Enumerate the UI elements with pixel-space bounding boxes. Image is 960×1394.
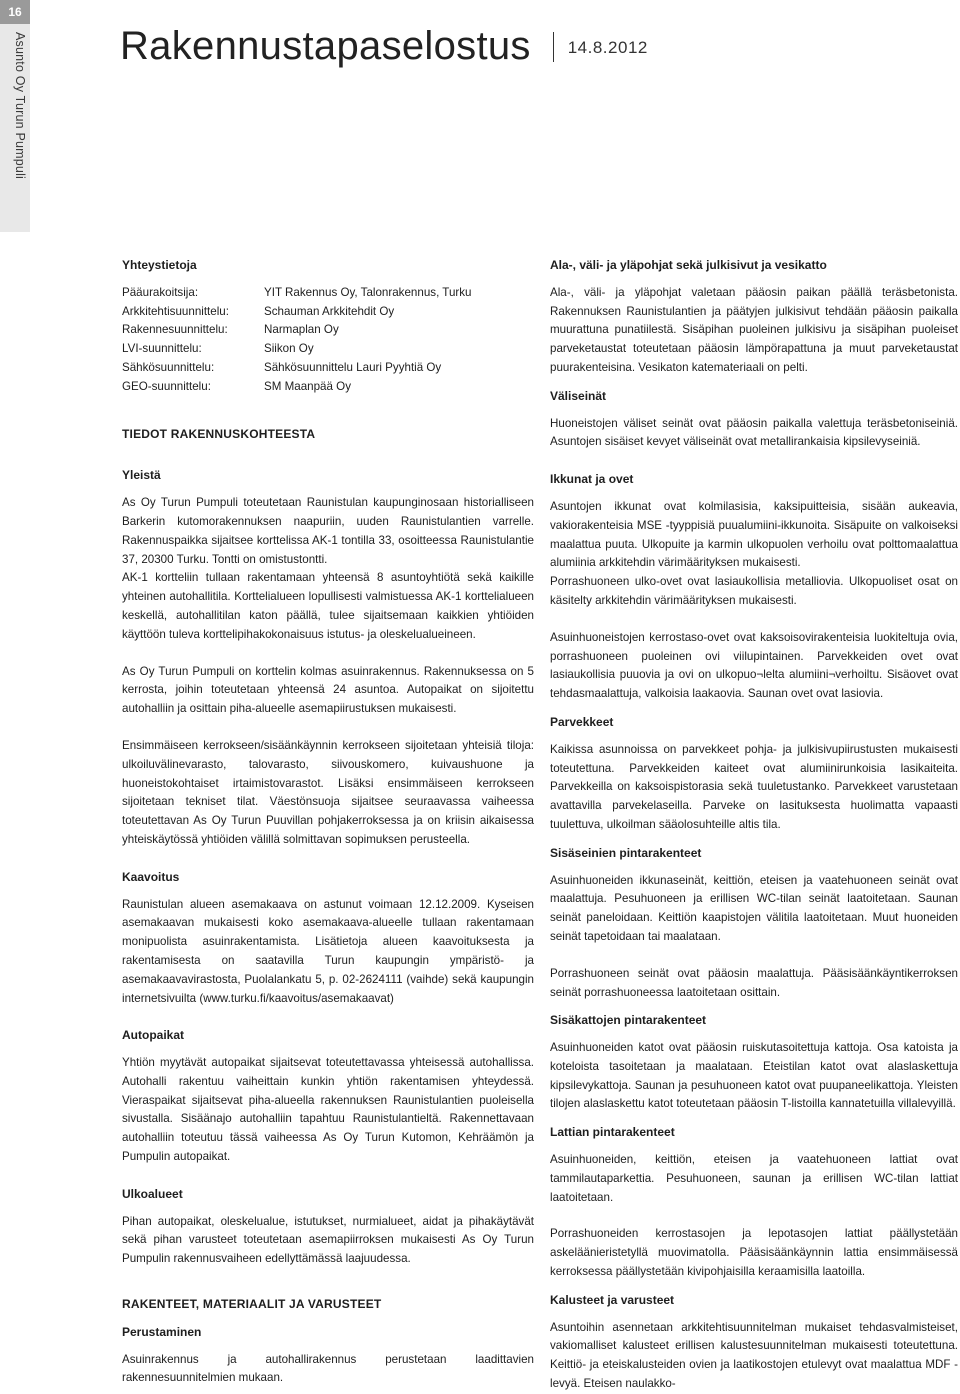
subsection-heading: Sisäseinien pintarakenteet — [550, 845, 702, 860]
contact-role: Pääurakoitsija: — [122, 285, 199, 299]
subsection-heading: Ala-, väli- ja yläpohjat sekä julkisivut ja vesikatto — [550, 258, 827, 272]
subsection-heading: Väliseinät — [550, 388, 607, 403]
subsection-heading: Kaavoitus — [122, 869, 180, 884]
subsection-heading: Ulkoalueet — [122, 1186, 183, 1201]
paragraph: Porrashuoneen ulko-ovet ovat lasiaukollisia metalliovia. Ulkopuoliset osat on käsitelty arkkitehdin värimäärityksen mukaisesti. — [550, 575, 958, 607]
contact-name: Narmaplan Oy — [264, 323, 339, 337]
subsection-heading: Sisäkattojen pintarakenteet — [550, 1013, 707, 1028]
contact-role: Sähkösuunnittelu: — [122, 360, 215, 374]
contact-role: Arkkitehtisuunnittelu: — [122, 304, 229, 318]
paragraph: As Oy Turun Pumpuli on korttelin kolmas asuinrakennus. Rakennuksessa on 5 kerrosta, joihin toteutetaan yhteensä 24 asuntoa. Autopaikat on sijoitettu autohalliin ja osittain piha-alueelle asemapiirustuksen mukaisesti. — [122, 664, 534, 716]
paragraph: Asuntojen ikkunat ovat kolmilasisia, kaksipuitteisia, sisään aukeavia, vakiorakenteisia MSE -tyyppisiä puualumiini-ikkunoita. Sisäpuite on valkoiseksi maalattua puuta. Ulkopuite ja karmin ulkopuolen verhoilu ovat polttomaalattua alumiinia arkkitehdin värimäärityksen mukaisesti. — [550, 499, 958, 570]
title-divider — [553, 32, 554, 62]
paragraph: Kaikissa asunnoissa on parvekkeet pohja- ja julkisivupiirustusten mukaisesti toteutettuna. Parvekkeiden kaiteet ovat alumiinirunkoisia lasikaiteita. Parvekkeilla on kaksoispistorasia sekä tuuletustanko. Parvekkeet varustetaan avattavilla parvekelaseilla. Parveke on lasituksesta huolimatta vapaasti tuulettuva, ulkoilman sääolosuhteille altis tila. — [550, 742, 958, 831]
side-tab — [0, 0, 30, 232]
page-number: 16 — [0, 0, 30, 24]
paragraph: Porrashuoneiden kerrostasojen ja lepotasojen lattiat päällystetään askeläänieristetyllä muovimatolla. Pääsisäänkäynnin lattia ensimmäisessä kerroksessa päällystetään kivipohjaisilla keraamisilla laatoilla. — [550, 1227, 958, 1279]
contact-name: YIT Rakennus Oy, Talonrakennus, Turku — [264, 285, 472, 299]
subsection-heading: Yleistä — [122, 468, 161, 483]
section-heading: RAKENTEET, MATERIAALIT JA VARUSTEET — [122, 1297, 382, 1312]
paragraph: Ala-, väli- ja yläpohjat valetaan pääosin paikan päällä teräsbetonista. Rakennuksen Raunistulantien ja päätyjen julkisivut tehdään pääosin paikalla muurattuna punatiilestä. Sisäpihan puoleinen julkisivu ja sisäpihan puoleiset parveketaustat toteutetaan pääosin lämpörapattuna ja muut parveketaustat puurakenteisina. Vesikaton katemateriaali on pelti. — [550, 285, 958, 374]
right-column — [550, 256, 958, 1394]
paragraph: Asuinrakennus ja autohallirakennus perustetaan laadittavien rakennesuunnitelmien mukaan. — [122, 1352, 534, 1385]
contact-role: Rakennesuunnittelu: — [122, 323, 228, 337]
left-column — [122, 256, 534, 1388]
contacts-heading: Yhteystietoja — [122, 258, 197, 272]
contact-role: GEO-suunnittelu: — [122, 379, 211, 393]
contact-name: Schauman Arkkitehdit Oy — [264, 304, 395, 318]
document-date: 14.8.2012 — [567, 38, 648, 57]
contacts-table — [122, 284, 534, 397]
paragraph: Porrashuoneen seinät ovat pääosin maalattuja. Pääsisäänkäyntikerroksen seinät porrashuoneessa laatoitetaan osittain. — [550, 966, 958, 999]
contact-role: LVI-suunnittelu: — [122, 342, 202, 356]
contact-name: SM Maanpää Oy — [264, 379, 351, 393]
paragraph: Asuntoihin asennetaan arkkitehtisuunnitelman mukaiset tehdasvalmisteiset, vakiomalliset kalusteet erillisen kalustesuunnitelman mukaisesti toteutettuna. Keittiö- ja eteiskalusteiden ovien ja laatikostojen etulevyt ovat maalattua MDF -levyä. Eteisen naulakko- — [550, 1320, 958, 1391]
subsection-heading: Parvekkeet — [550, 714, 614, 729]
paragraph: Pihan autopaikat, oleskelualue, istutukset, nurmialueet, aidat ja pihakäytävät sekä pihan varusteet toteutetaan asemapiirroksen mukaisesti As Oy Turun Pumpulin rakennusvaiheen edellyttämässä laajuudessa. — [122, 1214, 534, 1266]
paragraph: Asuinhuoneiden ikkunaseinät, keittiön, eteisen ja vaatehuoneen seinät ovat maalattuja. Pesuhuoneen ja erillisen WC-tilan seinät laatoitetaan. Saunan seinät paneloidaan. Keittiön kaapistojen välitila laatoitetaan. Muut huoneiden seinät tapetoidaan tai maalataan. — [550, 873, 958, 943]
paragraph: Asuinhuoneistojen kerrostaso-ovet ovat kaksoisovirakenteisia luokiteltuja ovia, porrashuoneen puoleinen ovi viilupintainen. Parvekkeiden ovet ovat lasiaukollisia puuovia ja ovi on ulkopuo¬lelta alumiini¬verhoiltu. Sisäovet ovat tehdasmaalattuja, valkoisia laakaovia. Saunan ovet ovat lasiovia. — [550, 630, 958, 701]
paragraph: Ensimmäiseen kerrokseen/sisäänkäynnin kerrokseen sijoitetaan yhteisiä tiloja: ulkoiluvälinevarasto, talovarasto, siivouskomero, kuivaushuone ja huoneistokohtaiset irtaimistovarastot. Lisäksi ensimmäiseen kerrokseen sijoitetaan tekniset tilat. Väestönsuoja sijaitsee seuraavassa vaiheessa toteutettavan As Oy Turun Puuvillan pohjakerroksessa ja on kriisin aikaisessa yhteiskäytössä yhtiöiden välillä solmittavan sopimuksen perusteella. — [122, 738, 534, 846]
section-heading: TIEDOT RAKENNUSKOHTEESTA — [122, 426, 316, 441]
paragraph: Asuinhuoneiden, keittiön, eteisen ja vaatehuoneen lattiat ovat tammilautaparkettia. Pesuhuoneen, saunan ja erillisen WC-tilan lattiat laatoitetaan. — [550, 1153, 958, 1204]
title-row — [120, 18, 648, 68]
subsection-heading: Kalusteet ja varusteet — [550, 1292, 675, 1307]
running-header: Asunto Oy Turun Pumpuli — [13, 32, 27, 180]
paragraph: Huoneistojen väliset seinät ovat pääosin paikalla valettuja teräsbetoniseiniä. Asuntojen sisäiset kevyet väliseinät ovat metallirankaisia kipsilevyseiniä. — [550, 416, 958, 449]
subsection-heading: Ikkunat ja ovet — [550, 472, 634, 487]
contact-name: Siikon Oy — [264, 342, 314, 356]
subsection-heading: Lattian pintarakenteet — [550, 1125, 675, 1140]
paragraph: AK-1 kortteliin tullaan rakentamaan yhteensä 8 asuntoyhtiötä sekä kaikille yhteinen autohallitila. Korttelialueen lopullisesti valmistuessa AK-1 korttelialueen keskellä, autohallitilan katon päällä, tulee sijaitsemaan kaikkien yhtiöiden käyttöön tuleva korttelipihakokonaisuus istutus- ja oleskelualueineen. — [122, 571, 534, 641]
paragraph: As Oy Turun Pumpuli toteutetaan Raunistulan kaupunginosaan historialliseen Barkerin kutomorakennuksen naapuriin, uuden Raunistulantien varrelle. Rakennuspaikka sijaitsee korttelissa AK-1 tontilla 33, osoitteessa Raunistulantie 37, 20300 Turku. Tontti on omistustontti. — [122, 496, 534, 566]
subsection-heading: Perustaminen — [122, 1324, 202, 1339]
paragraph: Yhtiön myytävät autopaikat sijaitsevat toteutettavassa yhteisessä autohallissa. Autohalli rakentuu vaiheittain kunkin yhtiön rakentamisen yhteydessä. Vieraspaikat sijaitsevat piha-alueella rakennuksen Raunistulantien puoleisella sivustalla. Sisäänajo autohalliin tapahtuu Raunistulantieltä. Rakennettavaan autohalliin toteutuu tässä vaiheessa As Oy Turun Kutomon, Kehräämön ja Pumpulin autopaikat. — [122, 1056, 534, 1164]
subsection-heading: Autopaikat — [122, 1028, 185, 1043]
paragraph: Raunistulan alueen asemakaava on astunut voimaan 12.12.2009. Kyseisen asemakaavan mukaisesti koko asemakaava-alueelle tullaan rakentamaan monipuolista asuinrakentamista. Lisätietoja alueen kaavoituksesta ja rakentamisesta on saatavilla Turun kaupungin ympäristö- ja asemakaavavirastosta, Puolalankatu 5, p. 02-2624111 (vaihde) sekä kaupungin internetsivuilta (www.turku.fi/kaavoitus/asemakaavat) — [122, 897, 534, 1005]
contact-name: Sähkösuunnittelu Lauri Pyyhtiä Oy — [264, 360, 442, 374]
document-title: Rakennustapaselostus — [120, 24, 531, 68]
paragraph: Asuinhuoneiden katot ovat pääosin ruiskutasoitettuja kattoja. Osa katoista ja koteloista tasoitetaan ja maalataan. Eteistilan katot ovat alaslaskettuja kipsilevykattoja. Saunan ja pesuhuoneen katot ovat puupaneelikattoja. Yleisten tilojen alaslaskettu katot toteutetaan pääosin T-listoilla kannatetuilla villalevyillä. — [550, 1041, 958, 1111]
